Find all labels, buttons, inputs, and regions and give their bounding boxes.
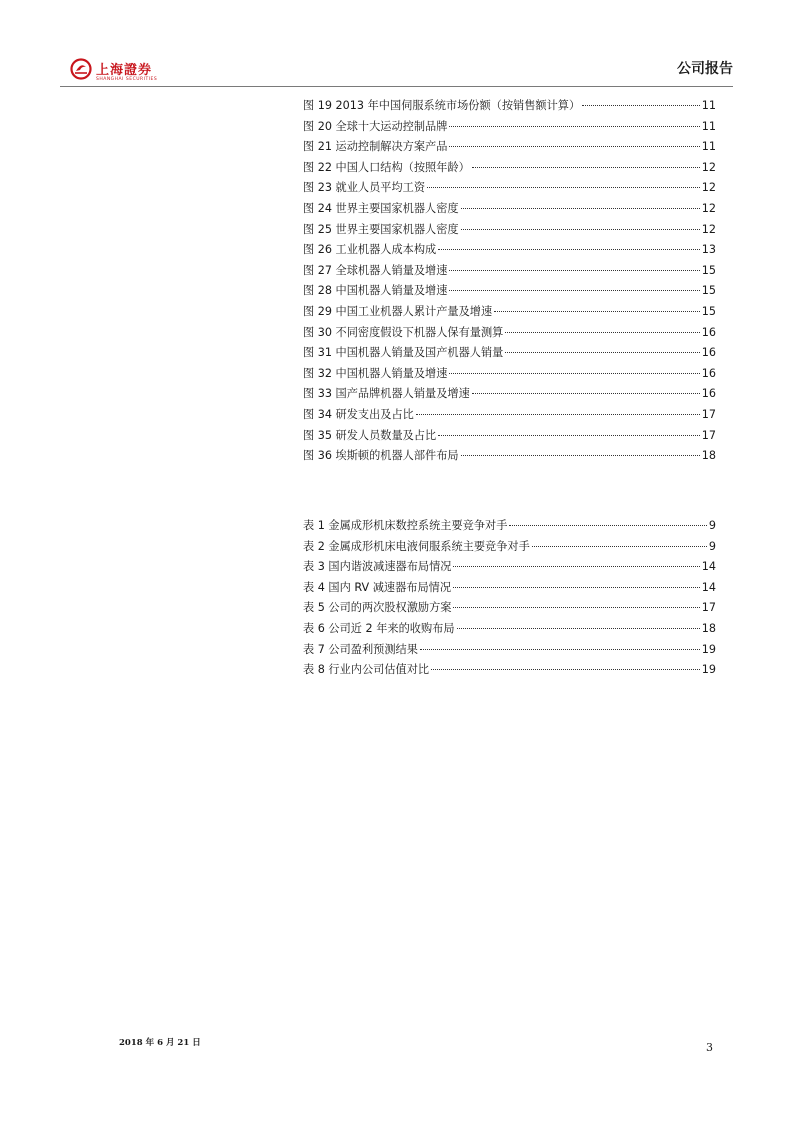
toc-entry[interactable] bbox=[303, 516, 716, 537]
toc-entry[interactable] bbox=[303, 302, 716, 323]
toc-entry[interactable] bbox=[303, 660, 716, 681]
toc-leader-dots bbox=[461, 229, 700, 230]
toc-entry-title: 图 21 运动控制解决方案产品 bbox=[303, 140, 448, 154]
toc-entry-title: 图 35 研发人员数量及占比 bbox=[303, 428, 437, 442]
toc-entry[interactable] bbox=[303, 426, 716, 447]
toc-entry-title: 表 3 国内谐波减速器布局情况 bbox=[303, 560, 452, 574]
page-header bbox=[60, 50, 733, 86]
toc-entry-title: 图 34 研发支出及占比 bbox=[303, 407, 414, 421]
toc-entry[interactable] bbox=[303, 281, 716, 302]
toc-leader-dots bbox=[505, 332, 699, 333]
toc-entry[interactable] bbox=[303, 117, 716, 138]
toc-entry-page: 9 bbox=[708, 539, 716, 553]
toc-leader-dots bbox=[438, 435, 700, 436]
toc-leader-dots bbox=[416, 414, 700, 415]
page-number: 3 bbox=[706, 1041, 713, 1054]
toc-entry-page: 14 bbox=[701, 560, 716, 574]
report-date: 2018 年 6 月 21 日 bbox=[119, 1038, 201, 1048]
toc-leader-dots bbox=[472, 167, 700, 168]
toc-leader-dots bbox=[449, 290, 699, 291]
toc-leader-dots bbox=[453, 587, 700, 588]
header-divider bbox=[60, 86, 733, 87]
figure-index-list bbox=[303, 96, 716, 467]
toc-entry-page: 14 bbox=[701, 580, 716, 594]
toc-entry[interactable] bbox=[303, 619, 716, 640]
toc-leader-dots bbox=[494, 311, 700, 312]
table-index-list bbox=[303, 516, 716, 681]
toc-entry-title: 图 32 中国机器人销量及增速 bbox=[303, 366, 448, 380]
toc-entry-page: 17 bbox=[701, 601, 716, 615]
toc-leader-dots bbox=[427, 187, 700, 188]
toc-entry-page: 16 bbox=[701, 346, 716, 360]
toc-entry[interactable] bbox=[303, 323, 716, 344]
toc-entry-title: 图 19 2013 年中国伺服系统市场份额（按销售额计算） bbox=[303, 99, 581, 112]
toc-entry-title: 表 8 行业内公司估值对比 bbox=[303, 663, 430, 677]
toc-leader-dots bbox=[472, 393, 700, 394]
toc-entry-title: 图 22 中国人口结构（按照年龄） bbox=[303, 160, 470, 174]
toc-leader-dots bbox=[449, 126, 699, 127]
toc-entry-title: 图 20 全球十大运动控制品牌 bbox=[303, 119, 448, 133]
toc-leader-dots bbox=[420, 649, 700, 650]
toc-entry[interactable] bbox=[303, 240, 716, 261]
toc-entry-page: 16 bbox=[701, 325, 716, 339]
toc-entry-page: 18 bbox=[701, 449, 716, 463]
toc-leader-dots bbox=[449, 373, 699, 374]
toc-entry-title: 表 5 公司的两次股权激励方案 bbox=[303, 601, 452, 615]
toc-entry[interactable] bbox=[303, 578, 716, 599]
toc-entry-page: 18 bbox=[701, 621, 716, 635]
toc-entry-page: 11 bbox=[701, 119, 716, 133]
toc-entry-title: 图 33 国产品牌机器人销量及增速 bbox=[303, 387, 470, 401]
toc-entry-page: 12 bbox=[701, 181, 716, 195]
toc-entry-title: 图 29 中国工业机器人累计产量及增速 bbox=[303, 304, 493, 318]
toc-entry[interactable] bbox=[303, 364, 716, 385]
toc-entry[interactable] bbox=[303, 199, 716, 220]
toc-entry[interactable] bbox=[303, 220, 716, 241]
toc-entry[interactable] bbox=[303, 178, 716, 199]
toc-entry-title: 图 25 世界主要国家机器人密度 bbox=[303, 222, 459, 236]
toc-entry[interactable] bbox=[303, 261, 716, 282]
toc-entry-title: 图 36 埃斯顿的机器人部件布局 bbox=[303, 449, 459, 463]
toc-entry[interactable] bbox=[303, 137, 716, 158]
logo-emblem-icon bbox=[70, 58, 92, 80]
toc-leader-dots bbox=[438, 249, 700, 250]
toc-entry-title: 表 4 国内 RV 减速器布局情况 bbox=[303, 580, 452, 594]
toc-entry[interactable] bbox=[303, 557, 716, 578]
toc-entry-title: 表 1 金属成形机床数控系统主要竞争对手 bbox=[303, 519, 508, 532]
toc-entry-title: 表 7 公司盈利预测结果 bbox=[303, 642, 418, 656]
toc-entry-title: 图 30 不同密度假设下机器人保有量测算 bbox=[303, 325, 504, 339]
toc-entry-page: 15 bbox=[701, 304, 716, 318]
logo-text-cn: 上海證券 bbox=[96, 63, 153, 78]
toc-entry-page: 19 bbox=[701, 642, 716, 656]
toc-entry-title: 图 23 就业人员平均工资 bbox=[303, 181, 426, 195]
document-type-label: 公司报告 bbox=[677, 61, 733, 77]
toc-entry-page: 9 bbox=[708, 519, 716, 532]
toc-entry-title: 图 28 中国机器人销量及增速 bbox=[303, 284, 448, 298]
toc-entry[interactable] bbox=[303, 537, 716, 558]
toc-entry[interactable] bbox=[303, 640, 716, 661]
toc-entry[interactable] bbox=[303, 384, 716, 405]
toc-entry-page: 12 bbox=[701, 160, 716, 174]
toc-leader-dots bbox=[461, 455, 700, 456]
toc-leader-dots bbox=[509, 525, 706, 526]
toc-entry-page: 11 bbox=[701, 99, 716, 112]
toc-entry-title: 图 26 工业机器人成本构成 bbox=[303, 243, 437, 257]
toc-entry-page: 13 bbox=[701, 243, 716, 257]
toc-entry-title: 表 2 金属成形机床电液伺服系统主要竞争对手 bbox=[303, 539, 530, 553]
toc-entry-page: 17 bbox=[701, 407, 716, 421]
toc-entry-page: 12 bbox=[701, 201, 716, 215]
logo-text-en: SHANGHAI SECURITIES bbox=[96, 77, 158, 82]
toc-leader-dots bbox=[532, 546, 707, 547]
toc-entry-page: 11 bbox=[701, 140, 716, 154]
toc-entry[interactable] bbox=[303, 598, 716, 619]
toc-entry[interactable] bbox=[303, 343, 716, 364]
toc-entry-title: 图 24 世界主要国家机器人密度 bbox=[303, 201, 459, 215]
toc-entry[interactable] bbox=[303, 96, 716, 117]
toc-leader-dots bbox=[582, 105, 700, 106]
toc-entry-page: 15 bbox=[701, 263, 716, 277]
toc-entry[interactable] bbox=[303, 158, 716, 179]
toc-entry[interactable] bbox=[303, 405, 716, 426]
toc-entry-title: 表 6 公司近 2 年来的收购布局 bbox=[303, 621, 455, 635]
toc-leader-dots bbox=[449, 270, 699, 271]
toc-leader-dots bbox=[505, 352, 699, 353]
toc-entry-title: 图 31 中国机器人销量及国产机器人销量 bbox=[303, 346, 504, 360]
toc-entry-page: 15 bbox=[701, 284, 716, 298]
toc-leader-dots bbox=[453, 607, 699, 608]
toc-leader-dots bbox=[457, 628, 700, 629]
toc-entry-page: 12 bbox=[701, 222, 716, 236]
toc-entry-page: 16 bbox=[701, 387, 716, 401]
toc-entry-page: 19 bbox=[701, 663, 716, 677]
toc-entry-title: 图 27 全球机器人销量及增速 bbox=[303, 263, 448, 277]
toc-entry-page: 17 bbox=[701, 428, 716, 442]
toc-entry-page: 16 bbox=[701, 366, 716, 380]
toc-leader-dots bbox=[449, 146, 699, 147]
toc-leader-dots bbox=[461, 208, 700, 209]
toc-entry[interactable] bbox=[303, 446, 716, 467]
toc-leader-dots bbox=[453, 566, 699, 567]
toc-leader-dots bbox=[431, 669, 700, 670]
